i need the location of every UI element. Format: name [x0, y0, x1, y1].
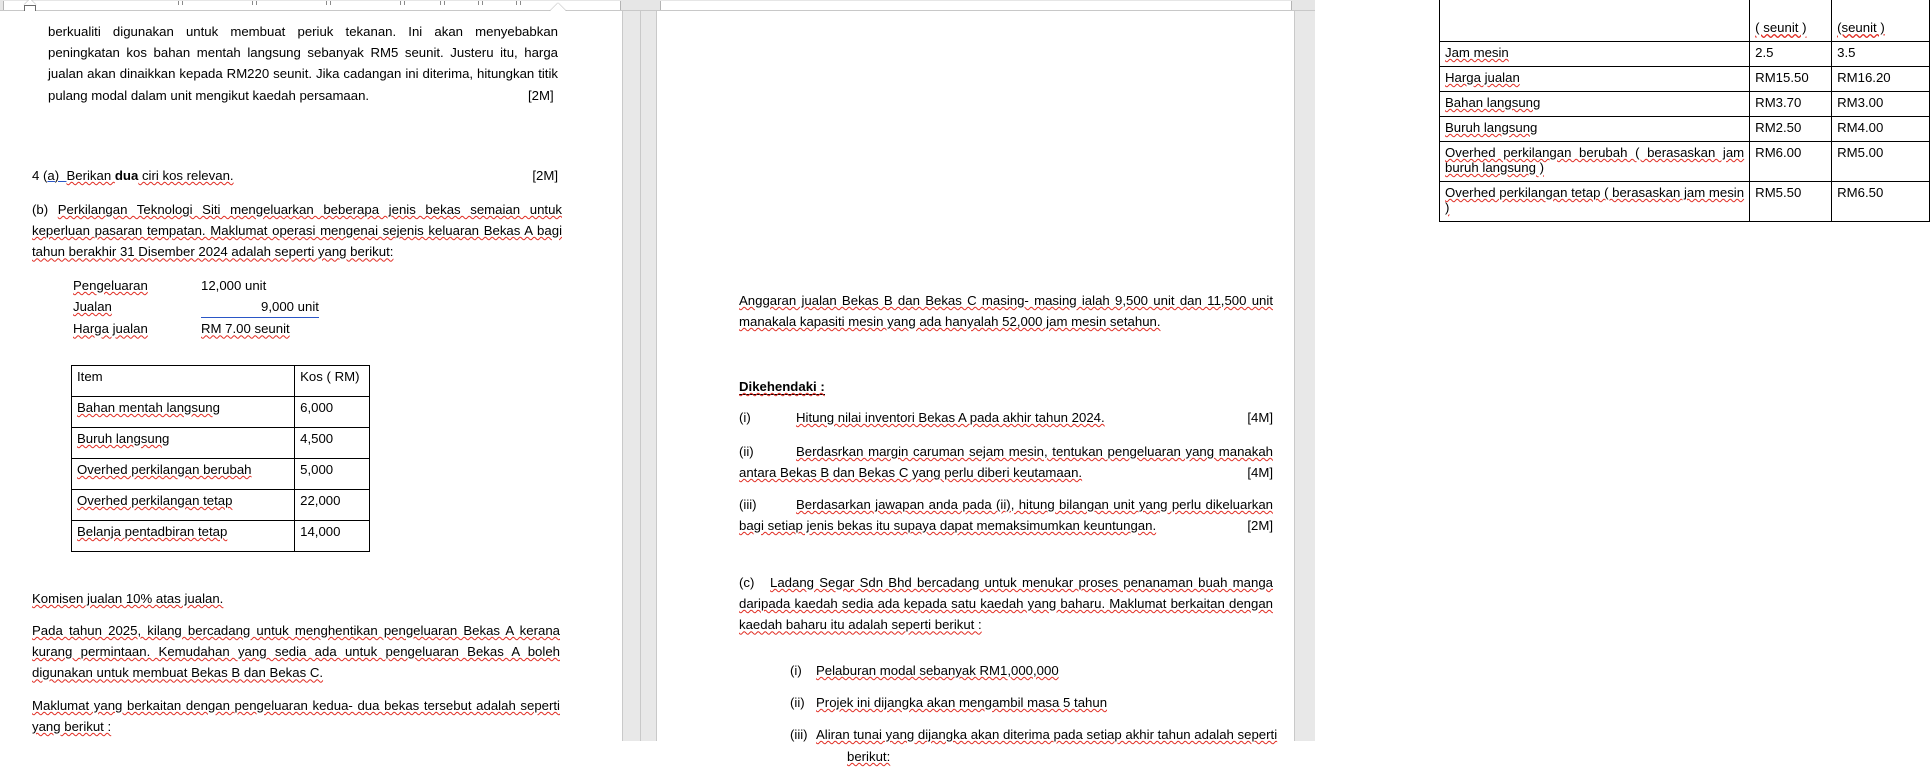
question-4a-bold: dua	[114, 168, 139, 183]
requirement-i	[739, 407, 1273, 428]
table-row	[1440, 142, 1930, 182]
qc-item-iii-continuation	[847, 746, 1247, 767]
ruler-tick	[182, 1, 183, 5]
spec-value-c: RM3.00	[1832, 92, 1930, 117]
fact-label: Pengeluaran	[73, 278, 148, 293]
fact-row	[73, 296, 473, 318]
spec-label: Harga jualan	[1440, 67, 1750, 92]
dikehendaki-heading	[739, 376, 825, 397]
question-4a-marks: [2M]	[532, 168, 558, 183]
spec-label: Buruh langsung	[1440, 117, 1750, 142]
qc-item-iii	[790, 724, 1290, 745]
spec-value-b: RM6.00	[1750, 142, 1832, 182]
product-spec-table	[1439, 0, 1930, 222]
cost-item-label: Buruh langsung	[72, 428, 295, 459]
ruler-tick	[330, 1, 331, 5]
question-4a-text-2: ciri kos relevan.	[138, 168, 234, 183]
spec-value-c: RM6.50	[1832, 182, 1930, 222]
komisen-text: Komisen jualan 10% atas jualan.	[32, 591, 224, 606]
fact-value: 12,000 unit	[201, 278, 267, 293]
spec-value-b: RM5.50	[1750, 182, 1832, 222]
cost-item-label: Overhed perkilangan tetap	[72, 490, 295, 521]
spec-label: Bahan langsung	[1440, 92, 1750, 117]
table-row	[72, 428, 370, 459]
ruler-tick	[478, 1, 479, 5]
cost-item-label: Bahan mentah langsung	[72, 397, 295, 428]
ruler-tick	[516, 1, 517, 5]
question-4b	[32, 199, 562, 263]
qc-item-i-text: Pelaburan modal sebanyak RM1,000,000	[816, 663, 1059, 678]
fact-row	[73, 318, 473, 339]
requirement-ii-text: Berdasrkan margin caruman sejam mesin, tentukan pengeluaran yang manakah antara Bekas B dan Bekas C yang perlu diberi keutamaan.	[739, 444, 1273, 481]
cost-table	[71, 365, 370, 552]
production-facts-list	[73, 275, 473, 340]
page-divider-gap	[640, 11, 657, 741]
ruler-page-left-area	[3, 1, 621, 10]
qc-item-ii-text: Projek ini dijangka akan mengambil masa 5 tahun	[816, 695, 1108, 710]
paragraph-continuation: berkualiti digunakan untuk membuat periuk tekanan. Ini akan menyebabkan peningkatan kos bahan mentah langsung sebanyak RM5 seunit. Justeru itu, harga jualan akan dinaikkan kepada RM220 seunit. Jika cadangan ini diterima, hitungkan titik pulang modal dalam unit mengikut kaedah persamaan.	[48, 24, 558, 103]
spec-header-blank	[1440, 0, 1750, 42]
qc-item-ii-number: (ii)	[790, 695, 805, 710]
requirement-ii	[739, 441, 1273, 483]
table-header-cost: Kos ( RM)	[295, 366, 370, 397]
komisen-line	[32, 588, 552, 609]
spec-label: Jam mesin	[1440, 42, 1750, 67]
table-row	[1440, 42, 1930, 67]
spec-value-c: 3.5	[1832, 42, 1930, 67]
dikehendaki-heading-text: Dikehendaki :	[739, 379, 825, 394]
cost-item-label: Belanja pentadbiran tetap	[72, 521, 295, 552]
qc-item-iii-text: Aliran tunai yang dijangka akan diterima pada setiap akhir tahun adalah seperti	[816, 727, 1278, 742]
cost-item-value: 22,000	[295, 490, 370, 521]
requirement-iii-text: Berdasarkan jawapan anda pada (ii), hitung bilangan unit yang perlu dikeluarkan bagi setiap jenis bekas itu supaya dapat memaksimumkan keuntungan.	[739, 497, 1273, 534]
paragraph-2025-text: Pada tahun 2025, kilang bercadang untuk menghentikan pengeluaran Bekas A kerana kurang permintaan. Kemudahan yang sedia ada untuk pengeluaran Bekas A boleh digunakan untuk membuat Bekas B dan Bekas C.	[32, 623, 560, 681]
spec-label: Overhed perkilangan tetap ( berasaskan jam mesin )	[1440, 182, 1750, 222]
spec-value-c: RM16.20	[1832, 67, 1930, 92]
ruler-tick	[178, 1, 179, 5]
fact-label: Jualan	[73, 299, 112, 315]
fact-label: Harga jualan	[73, 321, 148, 337]
requirement-iii-marks: [2M]	[1247, 518, 1273, 533]
paragraph-maklumat	[32, 695, 560, 737]
page-left-margin-strip	[622, 11, 640, 741]
ruler-tick	[400, 1, 401, 5]
question-4b-text: Perkilangan Teknologi Siti mengeluarkan beberapa jenis bekas semaian untuk keperluan pasaran tempatan. Maklumat operasi mengenai sejenis keluaran Bekas A bagi tahun berakhir 31 Disember 2024 adalah seperti yang berikut:	[32, 202, 562, 260]
question-c	[739, 572, 1273, 636]
ruler-tick	[326, 1, 327, 5]
spec-value-c: RM5.00	[1832, 142, 1930, 182]
paragraph-anggaran	[739, 290, 1273, 332]
cost-item-value: 5,000	[295, 459, 370, 490]
qc-item-i	[790, 660, 1280, 681]
spec-label: Overhed perkilangan berubah ( berasaskan jam buruh langsung )	[1440, 142, 1750, 182]
qc-item-ii	[790, 692, 1280, 713]
requirement-ii-number: (ii)	[739, 444, 754, 459]
qc-item-iii-number: (iii)	[790, 727, 808, 742]
spec-value-b: 2.5	[1750, 42, 1832, 67]
requirement-iii-number: (iii)	[739, 497, 757, 512]
table-row	[72, 397, 370, 428]
paragraph-anggaran-text: Anggaran jualan Bekas B dan Bekas C masing- masing ialah 9,500 unit dan 11,500 unit manakala kapasiti mesin yang ada hanyalah 52,000 jam mesin setahun.	[739, 293, 1273, 330]
ruler-tick	[256, 1, 257, 5]
table-row	[1440, 182, 1930, 222]
cost-item-value: 6,000	[295, 397, 370, 428]
document-page-left[interactable]	[0, 11, 640, 741]
ruler-tick	[404, 1, 405, 5]
spec-value-b: RM2.50	[1750, 117, 1832, 142]
requirement-i-text: Hitung nilai inventori Bekas A pada akhir tahun 2024.	[796, 410, 1105, 425]
table-row	[72, 521, 370, 552]
table-row	[1440, 92, 1930, 117]
requirement-i-number: (i)	[739, 410, 751, 425]
table-header-item: Item	[72, 366, 295, 397]
table-header-row	[1440, 0, 1930, 42]
ruler-tick	[482, 1, 483, 5]
spec-value-b: RM15.50	[1750, 67, 1832, 92]
fact-value: 9,000 unit	[201, 296, 319, 318]
spec-header-unit-b: ( seunit )	[1750, 0, 1832, 42]
fact-row	[73, 275, 473, 296]
ruler-tick	[440, 1, 441, 5]
paragraph-maklumat-text: Maklumat yang berkaitan dengan pengeluaran kedua- dua bekas tersebut adalah seperti yang berikut :	[32, 698, 560, 735]
table-row	[1440, 67, 1930, 92]
ruler-page-right-area	[660, 1, 1292, 10]
question-4a-text-1: Berikan	[66, 168, 115, 183]
table-header-row	[72, 366, 370, 397]
page-right-margin-strip	[1294, 11, 1315, 741]
qc-item-iii-continuation-text: berikut:	[847, 749, 891, 764]
cost-item-value: 4,500	[295, 428, 370, 459]
requirement-iii	[739, 494, 1273, 536]
paragraph-2025	[32, 620, 560, 684]
spec-header-unit-c: (seunit )	[1832, 0, 1930, 42]
requirement-i-marks: [4M]	[1247, 410, 1273, 425]
ruler-tick	[520, 1, 521, 5]
cost-item-label: Overhed perkilangan berubah	[72, 459, 295, 490]
question-c-text: Ladang Segar Sdn Bhd bercadang untuk menukar proses penanaman buah manga daripada kaedah sedia ada kepada satu kaedah yang baharu. Maklumat berkaitan dengan kaedah baharu itu adalah seperti berikut :	[739, 575, 1273, 633]
fact-value: RM 7.00 seunit	[201, 321, 290, 337]
horizontal-ruler[interactable]	[0, 0, 1315, 11]
qc-item-i-number: (i)	[790, 663, 802, 678]
table-row	[1440, 117, 1930, 142]
ruler-tick	[444, 1, 445, 5]
table-row	[72, 459, 370, 490]
cost-item-value: 14,000	[295, 521, 370, 552]
question-4b-label: (b)	[32, 202, 49, 217]
document-page-right[interactable]	[657, 11, 1891, 764]
requirement-ii-marks: [4M]	[1247, 465, 1273, 480]
question-4a	[32, 165, 558, 186]
marks-continuation: [2M]	[528, 88, 554, 103]
question-c-label: (c)	[739, 575, 755, 590]
question-4a-number: 4 (a)	[32, 168, 67, 183]
spec-value-b: RM3.70	[1750, 92, 1832, 117]
table-row	[72, 490, 370, 521]
right-indent-icon	[550, 3, 566, 11]
ruler-tick	[252, 1, 253, 5]
spec-value-c: RM4.00	[1832, 117, 1930, 142]
